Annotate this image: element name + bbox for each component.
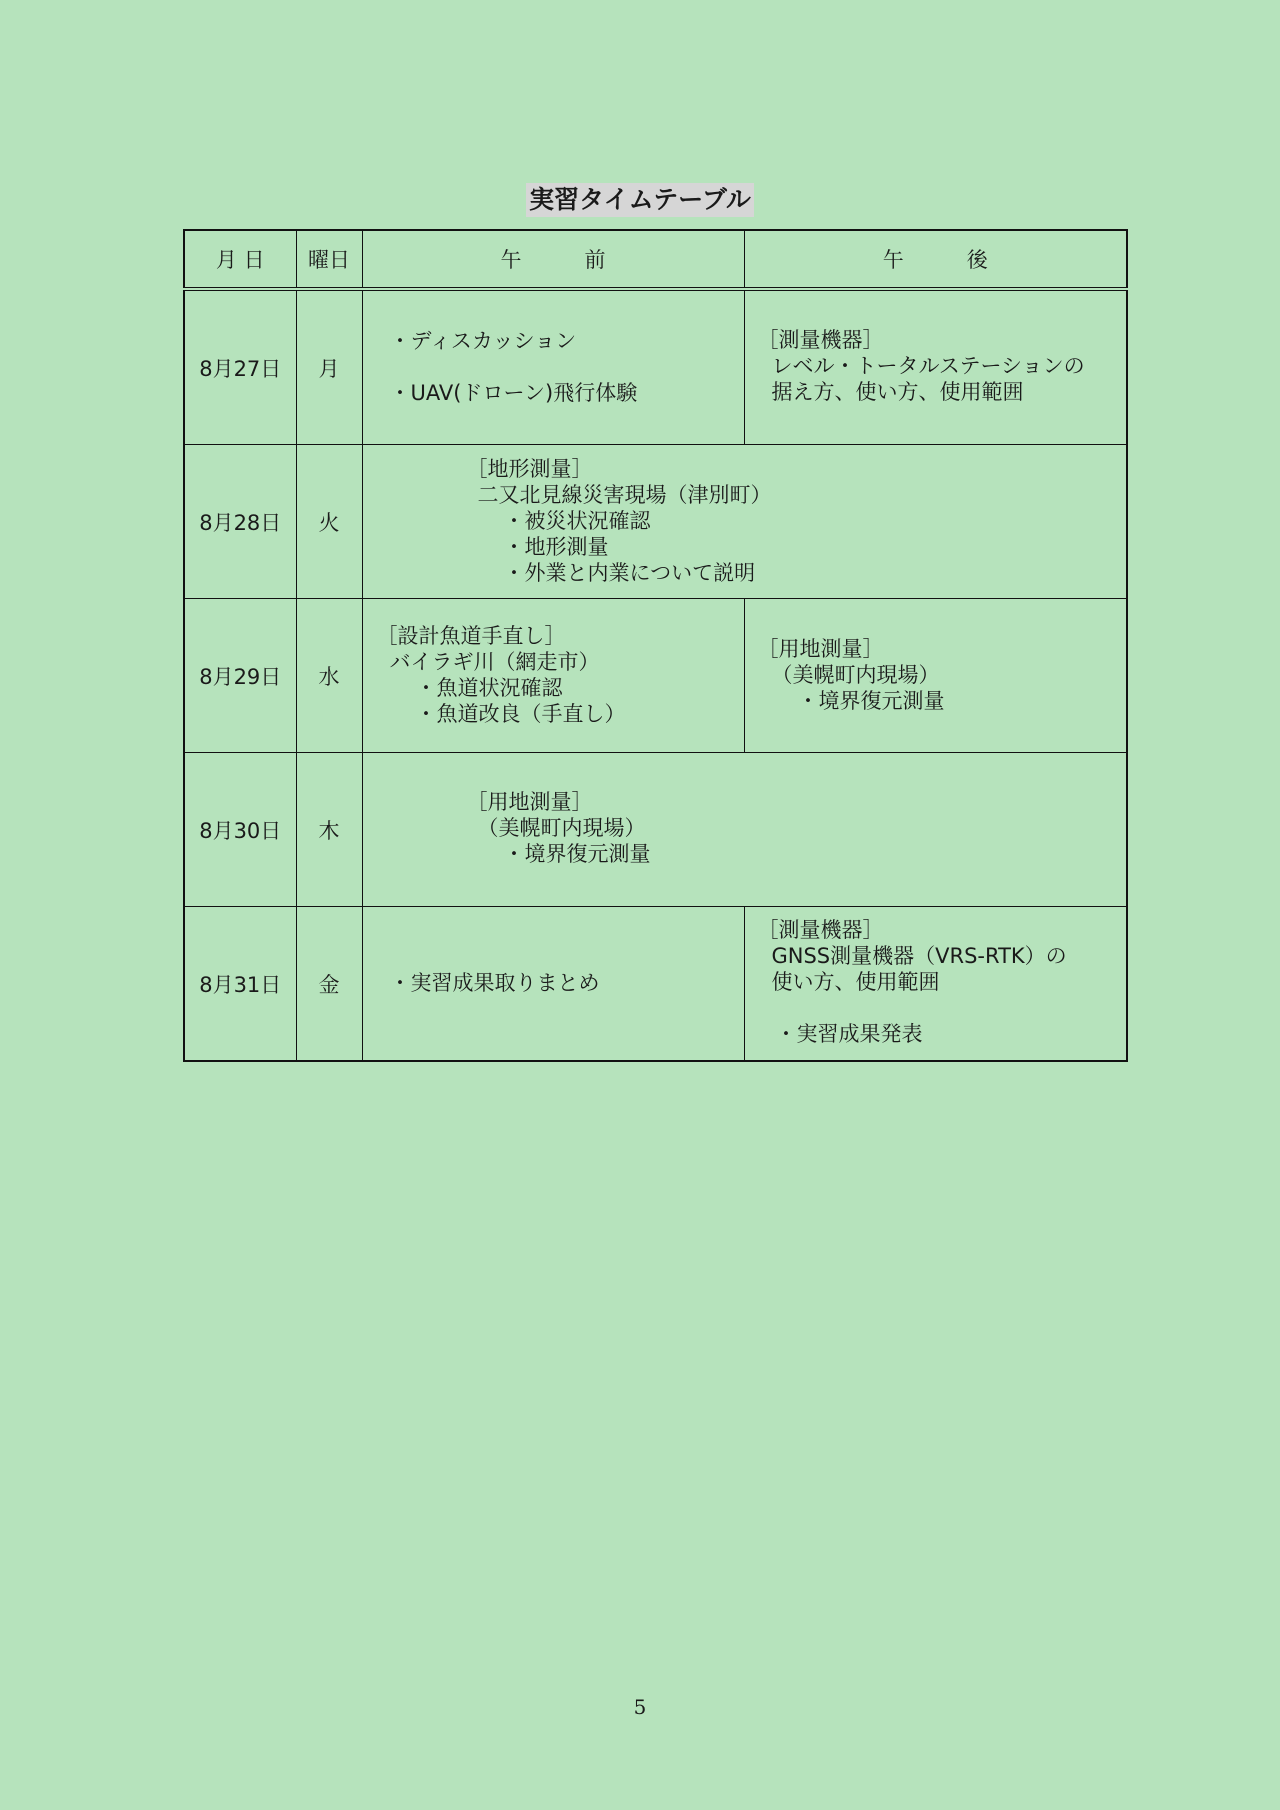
date-cell: 8月29日 <box>184 599 296 753</box>
header-am: 午 前 <box>362 230 744 289</box>
page-title: 実習タイムテーブル <box>526 183 754 217</box>
merged-cell <box>362 753 1127 907</box>
pm-cell <box>744 289 1127 445</box>
date-cell: 8月30日 <box>184 753 296 907</box>
header-date: 月 日 <box>184 230 296 289</box>
merged-line: ・境界復元測量 <box>503 842 651 866</box>
am-cell <box>362 599 744 753</box>
pm-line: 据え方、使い方、使用範囲 <box>771 380 1024 404</box>
day-cell: 水 <box>296 599 362 753</box>
am-line: ・ディスカッション <box>389 329 577 353</box>
page-title-wrap <box>0 183 1280 217</box>
day-cell: 月 <box>296 289 362 445</box>
table-row <box>184 753 1127 907</box>
am-line: バイラギ川（網走市） <box>389 650 600 674</box>
pm-line: ・実習成果発表 <box>775 1022 923 1046</box>
merged-line: ・外業と内業について説明 <box>503 561 756 585</box>
merged-line: （美幌町内現場） <box>477 816 646 840</box>
merged-line: 二又北見線災害現場（津別町） <box>477 483 772 507</box>
table-row <box>184 599 1127 753</box>
pm-cell <box>744 907 1127 1062</box>
am-cell <box>362 289 744 445</box>
am-line: ・魚道状況確認 <box>415 676 563 700</box>
day-cell: 金 <box>296 907 362 1062</box>
timetable <box>183 229 1128 1062</box>
pm-line: 使い方、使用範囲 <box>771 970 940 994</box>
pm-line: ［測量機器］ <box>757 918 884 942</box>
pm-line: GNSS測量機器（VRS-RTK）の <box>771 944 1067 968</box>
table-row <box>184 907 1127 1062</box>
day-cell: 火 <box>296 445 362 599</box>
table-row <box>184 289 1127 445</box>
day-cell: 木 <box>296 753 362 907</box>
page-number: 5 <box>633 1695 647 1719</box>
date-cell: 8月28日 <box>184 445 296 599</box>
table-row <box>184 445 1127 599</box>
merged-cell <box>362 445 1127 599</box>
merged-line: ［用地測量］ <box>466 790 593 814</box>
am-line: ・魚道改良（手直し） <box>415 702 626 726</box>
header-pm: 午 後 <box>744 230 1127 289</box>
date-cell: 8月31日 <box>184 907 296 1062</box>
am-line: ・実習成果取りまとめ <box>389 971 600 995</box>
timetable-header-row <box>184 230 1127 289</box>
pm-line: （美幌町内現場） <box>771 663 940 687</box>
pm-line: ・境界復元測量 <box>797 689 945 713</box>
merged-line: ［地形測量］ <box>466 457 593 481</box>
am-cell <box>362 907 744 1062</box>
merged-line: ・被災状況確認 <box>503 509 651 533</box>
pm-cell <box>744 599 1127 753</box>
am-line: ［設計魚道手直し］ <box>376 624 566 648</box>
pm-line: レベル・トータルステーションの <box>771 354 1085 378</box>
pm-line: ［測量機器］ <box>757 328 884 352</box>
header-day: 曜日 <box>296 230 362 289</box>
pm-line: ［用地測量］ <box>757 637 884 661</box>
date-cell: 8月27日 <box>184 289 296 445</box>
merged-line: ・地形測量 <box>503 535 609 559</box>
am-line: ・UAV(ドローン)飛行体験 <box>389 381 638 405</box>
